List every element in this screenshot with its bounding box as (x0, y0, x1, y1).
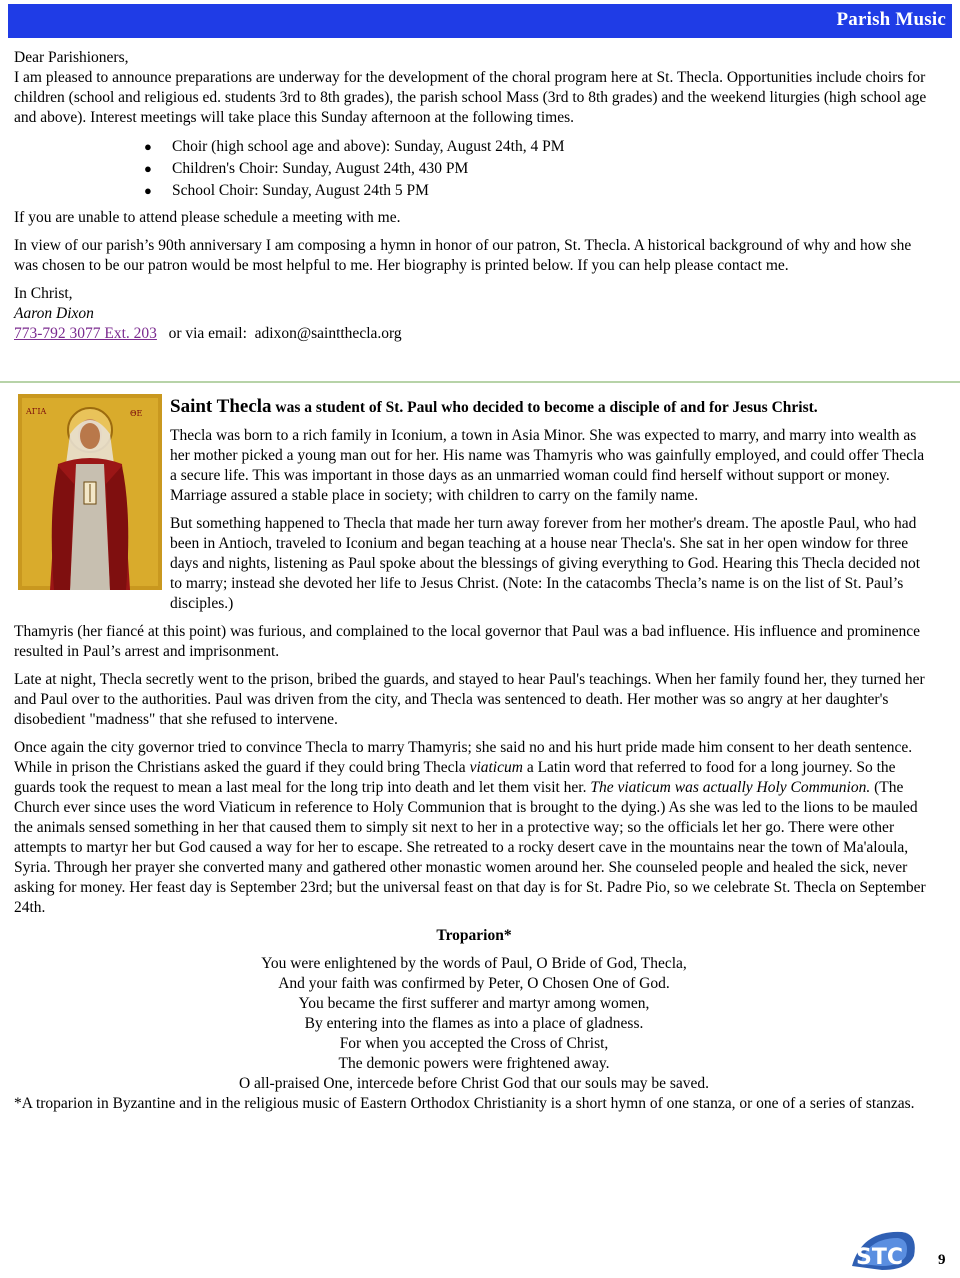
email-contact: or via email: adixon@saintthecla.org (156, 325, 402, 342)
hymn-line: For when you accepted the Cross of Christ, (339, 1035, 609, 1052)
saint-thecla-biography (14, 397, 934, 1114)
signature: Aaron Dixon (14, 305, 94, 322)
section-divider (0, 381, 960, 383)
story-headline: Saint Thecla was a student of St. Paul who decided to become a disciple of and for Jesus Christ. (170, 396, 818, 417)
bullet-icon: ● (144, 161, 152, 176)
hymn-line: The demonic powers were frightened away. (338, 1055, 610, 1072)
story-paragraph-5: Once again the city governor tried to convince Thecla to marry Thamyris; she said no and his hurt pride made him consent to her death sentence. While in prison the Christians asked the guard if they could bring Thecla viaticum a Latin word that referred to food for a long journey. So the guards took the request to mean a last meal for the long trip into death and let them visit her. The viaticum was actually Holy Communion. (The Church ever since uses the word Viaticum in reference to Holy Communion that is brought to the dying.) As she was led to the lions to be mauled the animals sensed something in her that caused them to simply sit next to her in a protective way; so the officials let her go. There were other attempts to martyr her but God caused a way for her to escape. She retreated to a rocky desert cave in the mountains near the town of Ma'aloula, Syria. Through her prayer she converted many and gathered other monastic women around her. She counseled people and healed the sick, never asking for money. Her feast day is September 23rd; but the universal feast on that day is for St. Padre Pio, so we celebrate St. Thecla on September 24th. (14, 739, 926, 916)
letter-intro: I am pleased to announce preparations are underway for the development of the choral program here at St. Thecla. Opportunities include choirs for children (school and religious ed. students 3rd to 8th grades), the parish school Mass (3rd to 8th grades) and the weekend liturgies (high school age and above). Interest meetings will take place this Sunday afternoon at the following times. (14, 69, 927, 126)
hymn-line: O all-praised One, intercede before Christ God that our souls may be saved. (238, 1075, 710, 1092)
list-item: ● School Choir: Sunday, August 24th 5 PM (172, 180, 934, 202)
meeting-list (14, 136, 934, 202)
bullet-icon: ● (144, 139, 152, 154)
phone-link[interactable]: 773-792 3077 Ext. 203 (14, 325, 157, 342)
troparion-footnote: *A troparion in Byzantine and in the religious music of Eastern Orthodox Christianity is a short hymn of one stanza, or one of a series of stanzas. (14, 1095, 915, 1112)
story-paragraph-1: Thecla was born to a rich family in Iconium, a town in Asia Minor. She was expected to marry, and marry into wealth as her mother picked a young man out for her. His name was Thamyris who was gainfully employed, and could offer Thecla a secure life. This was important in those days as an unmarried woman could find herself without support or money. Marriage assured a stable place in society; with children to carry on the family name. (170, 427, 925, 504)
svg-text:ΘΕ: ΘΕ (130, 409, 143, 418)
contact-line (14, 324, 934, 344)
story-paragraph-2: But something happened to Thecla that made her turn away forever from her mother's dream. The apostle Paul, who had been in Antioch, traveled to Iconium and began teaching at a house near Thecla's. She sat in her open window for three days and nights, listening as Paul spoke about the blessings of giving everything to God. Hearing this Thecla decided not to marry; instead she devoted her life to Jesus Christ. (Note: In the catacombs Thecla’s name is on the list of St. Paul’s disciples.) (170, 515, 921, 612)
section-header-bar (8, 4, 952, 38)
svg-text:ΑΓΙΑ: ΑΓΙΑ (26, 407, 47, 416)
bullet-icon: ● (144, 183, 152, 198)
section-title: Parish Music (836, 9, 946, 30)
list-item: ● Children's Choir: Sunday, August 24th, 430 PM (172, 158, 934, 180)
greeting: Dear Parishioners, (14, 49, 129, 66)
stc-logo (842, 1226, 920, 1272)
troparion-title: Troparion* (436, 927, 512, 944)
hymn-line: By entering into the flames as into a place of gladness. (304, 1015, 644, 1032)
page-number: 9 (938, 1252, 946, 1268)
closing: In Christ, (14, 285, 73, 302)
hymn-line: You were enlightened by the words of Paul, O Bride of God, Thecla, (261, 955, 687, 972)
story-paragraph-3: Thamyris (her fiancé at this point) was furious, and complained to the local governor that Paul was a bad influence. His influence and prominence resulted in Paul’s arrest and imprisonment. (14, 623, 921, 660)
hymn-line: And your faith was confirmed by Peter, O Chosen One of God. (278, 975, 670, 992)
list-item: ● Choir (high school age and above): Sunday, August 24th, 4 PM (172, 136, 934, 158)
letter (14, 48, 934, 344)
troparion-hymn (14, 954, 934, 1094)
story-paragraph-4: Late at night, Thecla secretly went to the prison, bribed the guards, and stayed to hear Paul's teachings. When her family found her, they turned her and Paul over to the authorities. Paul was driven from the city, and Thecla was sentenced to death. Her mother was so angry at her daughter's disobedient "madness" that she refused to intervene. (14, 671, 925, 728)
anniversary-paragraph: In view of our parish’s 90th anniversary I am composing a hymn in honor of our patron, St. Thecla. A historical background of why and how she was chosen to be our patron would be most helpful to me. Her biography is printed below. If you can help please contact me. (14, 237, 912, 274)
unable-note: If you are unable to attend please schedule a meeting with me. (14, 209, 401, 226)
hymn-line: You became the first sufferer and martyr among women, (298, 995, 650, 1012)
svg-text:STC: STC (856, 1245, 903, 1270)
